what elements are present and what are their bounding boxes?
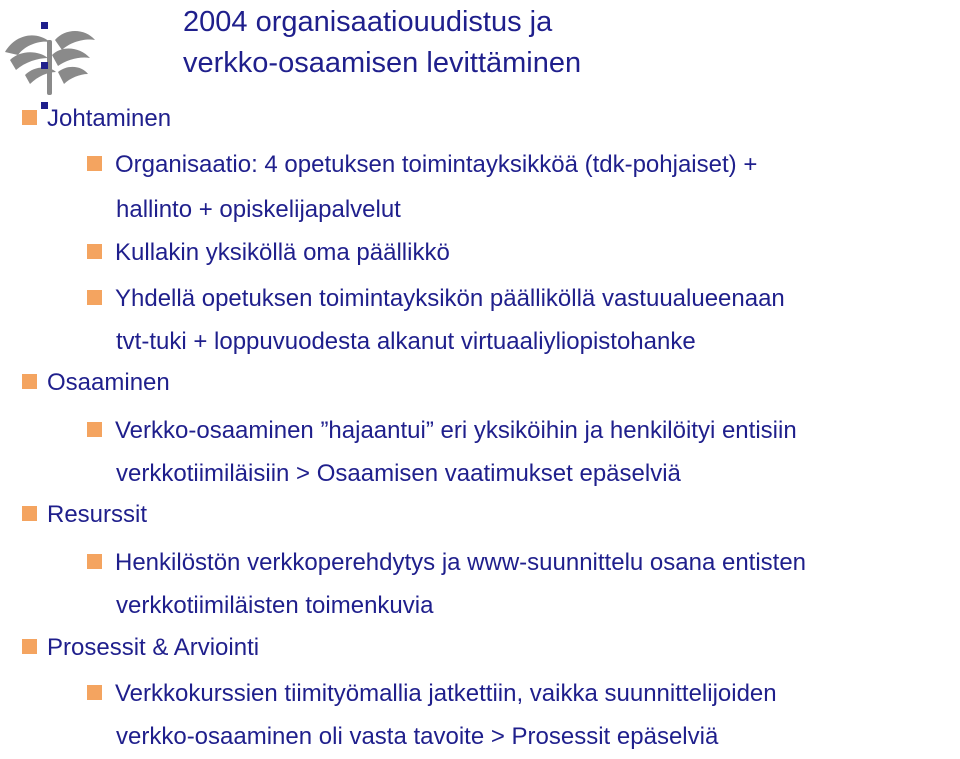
square-bullet-icon: [87, 244, 102, 259]
list-item: [87, 540, 806, 585]
square-bullet-icon: [87, 422, 102, 437]
list-item-text: Kullakin yksiköllä oma päällikkö: [115, 239, 450, 266]
list-item-text: Yhdellä opetuksen toimintayksikön päälliköllä vastuualueenaan: [115, 285, 785, 312]
section-heading-resurssit: [22, 500, 147, 530]
square-bullet-icon: [87, 156, 102, 171]
section-heading-osaaminen: [22, 368, 170, 398]
square-bullet-icon: [22, 110, 37, 125]
list-item: [87, 671, 777, 716]
section-heading-text: Prosessit & Arviointi: [47, 634, 260, 661]
square-bullet-icon: [87, 685, 102, 700]
square-bullet-icon: [87, 290, 102, 305]
list-item-continuation: verkkotiimiläisten toimenkuvia: [116, 592, 434, 619]
section-heading-text: Osaaminen: [47, 369, 170, 396]
section-heading-prosessit-arviointi: [22, 633, 259, 663]
section-heading-text: Johtaminen: [47, 105, 172, 132]
square-bullet-icon: [22, 506, 37, 521]
list-item: [87, 142, 757, 187]
list-item-continuation: tvt-tuki + loppuvuodesta alkanut virtuaaliyliopistohanke: [116, 328, 696, 355]
list-item-text: Verkkokurssien tiimityömallia jatkettiin, vaikka suunnittelijoiden: [115, 680, 777, 707]
section-heading-johtaminen: [22, 104, 171, 134]
list-item-continuation: verkko-osaaminen oli vasta tavoite > Prosessit epäselviä: [116, 723, 719, 750]
title-line-1: 2004 organisaatiouudistus ja: [183, 6, 553, 38]
list-item-continuation: hallinto + opiskelijapalvelut: [116, 196, 401, 223]
list-item-text: Verkko-osaaminen ”hajaantui” eri yksiköihin ja henkilöityi entisiin: [115, 417, 797, 444]
square-bullet-icon: [22, 374, 37, 389]
list-item-text: Henkilöstön verkkoperehdytys ja www-suunnittelu osana entisten: [115, 549, 807, 576]
list-item-continuation: verkkotiimiläisiin > Osaamisen vaatimukset epäselviä: [116, 460, 681, 487]
list-item: [87, 276, 785, 321]
title-line-2: verkko-osaamisen levittäminen: [183, 47, 582, 79]
list-item: [87, 408, 797, 453]
list-item-text: Organisaatio: 4 opetuksen toimintayksikköä (tdk-pohjaiset) +: [115, 151, 758, 178]
square-bullet-icon: [87, 554, 102, 569]
section-heading-text: Resurssit: [47, 501, 148, 528]
list-item: [87, 230, 450, 275]
square-bullet-icon: [22, 639, 37, 654]
